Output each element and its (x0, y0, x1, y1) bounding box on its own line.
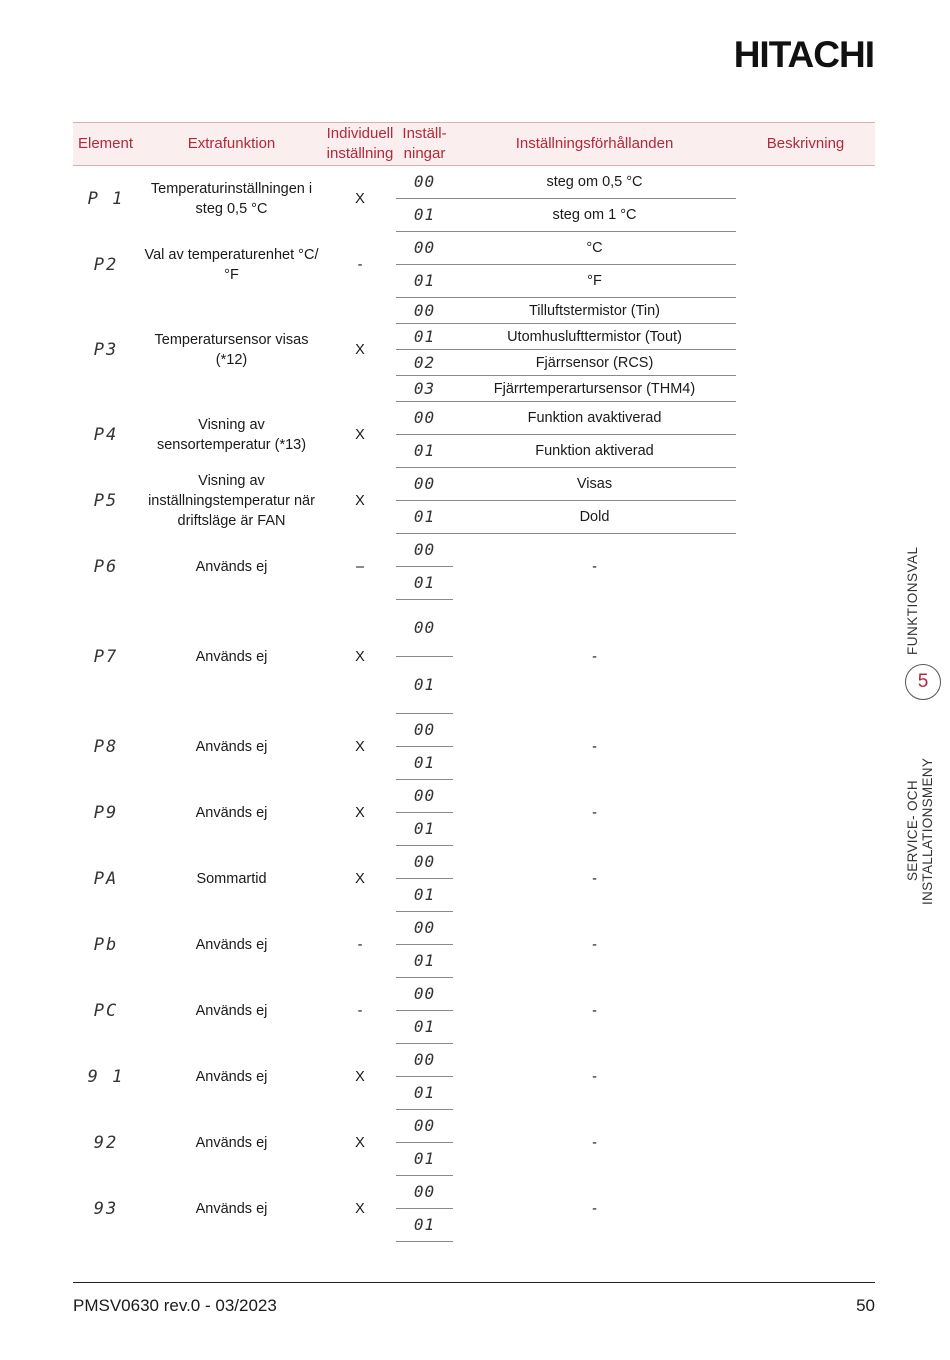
setting-value: 00 (396, 1044, 453, 1077)
setting-value: 00 (396, 978, 453, 1011)
individual-setting: - (357, 256, 363, 273)
setting-condition: - (592, 1200, 597, 1217)
setting-condition: Visas (453, 468, 736, 501)
table-row (73, 600, 875, 657)
table-row (73, 978, 875, 1011)
function-name: Används ej (195, 804, 268, 821)
setting-value: 00 (396, 468, 453, 501)
setting-value: 00 (396, 600, 453, 657)
table-row (73, 232, 875, 265)
individual-setting: X (355, 804, 365, 821)
setting-condition: Funktion aktiverad (453, 435, 736, 468)
individual-setting: X (355, 1134, 365, 1151)
setting-value: 01 (396, 657, 453, 714)
setting-condition: - (592, 1134, 597, 1151)
function-name: Temperaturinställningen i steg 0,5 °C (150, 180, 313, 217)
setting-condition: Tilluftstermistor (Tin) (453, 298, 736, 324)
description-cell (736, 600, 875, 714)
table-header-row (73, 123, 875, 166)
description-cell (736, 846, 875, 912)
description-cell (736, 534, 875, 600)
setting-condition: Dold (453, 501, 736, 534)
element-code: 93 (93, 1198, 119, 1219)
setting-condition: - (592, 558, 597, 575)
table-row (73, 534, 875, 567)
table-row (73, 1176, 875, 1209)
page-number: 50 (856, 1296, 875, 1315)
header-individual: Individuell inställning (324, 123, 396, 166)
setting-condition: Fjärrsensor (RCS) (453, 350, 736, 376)
header-extra: Extrafunktion (139, 123, 324, 166)
setting-value: 00 (396, 714, 453, 747)
header-settings: Inställ-ningar (396, 123, 453, 166)
setting-value: 00 (396, 232, 453, 265)
element-code: P6 (93, 556, 119, 577)
setting-condition: - (592, 648, 597, 665)
description-cell (736, 1176, 875, 1242)
setting-value: 00 (396, 166, 453, 199)
section-title: FUNKTIONSVAL (905, 546, 920, 656)
setting-value: 01 (396, 1011, 453, 1044)
setting-value: 01 (396, 1209, 453, 1242)
document-reference: PMSV0630 rev.0 - 03/2023 (73, 1296, 277, 1315)
setting-value: 00 (396, 846, 453, 879)
individual-setting: X (355, 1068, 365, 1085)
section-side-tab (905, 546, 941, 956)
setting-value: 01 (396, 567, 453, 600)
setting-value: 01 (396, 1077, 453, 1110)
description-cell (736, 298, 875, 402)
header-conditions: Inställningsförhållanden (453, 123, 736, 166)
function-name: Val av temperaturenhet °C/°F (144, 246, 319, 283)
table-row (73, 1044, 875, 1077)
element-code: 9 1 (87, 1066, 125, 1087)
element-code: P3 (93, 339, 119, 360)
element-code: PA (93, 868, 119, 889)
footer-divider (73, 1282, 875, 1283)
setting-value: 00 (396, 534, 453, 567)
header-element: Element (73, 123, 139, 166)
function-name: Visning av sensortemperatur (*13) (156, 416, 307, 453)
function-name: Används ej (195, 1134, 268, 1151)
setting-condition: steg om 1 °C (453, 199, 736, 232)
function-name: Visning av inställningstemperatur när driftsläge är FAN (148, 472, 315, 529)
element-code: PC (93, 1000, 119, 1021)
description-cell (736, 468, 875, 534)
setting-value: 01 (396, 501, 453, 534)
description-cell (736, 166, 875, 232)
description-cell (736, 1044, 875, 1110)
setting-value: 01 (396, 265, 453, 298)
setting-condition: °F (453, 265, 736, 298)
setting-value: 01 (396, 879, 453, 912)
setting-value: 02 (396, 350, 453, 376)
setting-value: 01 (396, 435, 453, 468)
table-row (73, 1110, 875, 1143)
individual-setting: – (355, 558, 365, 575)
setting-value: 00 (396, 298, 453, 324)
hitachi-logo: HITACHI (733, 34, 874, 75)
setting-condition: - (592, 804, 597, 821)
setting-condition: - (592, 936, 597, 953)
setting-condition: Utomhuslufttermistor (Tout) (453, 324, 736, 350)
setting-value: 01 (396, 324, 453, 350)
setting-value: 01 (396, 813, 453, 846)
setting-condition: - (592, 1068, 597, 1085)
setting-condition: steg om 0,5 °C (453, 166, 736, 199)
setting-value: 03 (396, 376, 453, 402)
function-name: Används ej (195, 1002, 268, 1019)
table-row (73, 468, 875, 501)
setting-value: 01 (396, 199, 453, 232)
description-cell (736, 232, 875, 298)
element-code: P5 (93, 490, 119, 511)
setting-condition: - (592, 1002, 597, 1019)
description-cell (736, 780, 875, 846)
chapter-title: SERVICE- OCH INSTALLATIONSMENY (905, 757, 935, 905)
element-code: P8 (93, 736, 119, 757)
setting-value: 00 (396, 780, 453, 813)
element-code: P2 (93, 254, 119, 275)
element-code: P 1 (87, 188, 125, 209)
element-code: 92 (93, 1132, 119, 1153)
individual-setting: X (355, 492, 365, 509)
setting-condition: °C (453, 232, 736, 265)
setting-value: 01 (396, 1143, 453, 1176)
individual-setting: - (357, 936, 363, 953)
table-row (73, 166, 875, 199)
table-row (73, 298, 875, 324)
element-code: P7 (93, 646, 119, 667)
table-row (73, 402, 875, 435)
individual-setting: X (355, 190, 365, 207)
setting-value: 01 (396, 945, 453, 978)
function-name: Temperatursensor visas (*12) (154, 331, 309, 368)
individual-setting: - (357, 1002, 363, 1019)
table-row (73, 714, 875, 747)
table-row (73, 846, 875, 879)
header-description: Beskrivning (736, 123, 875, 166)
function-table (73, 122, 875, 1242)
description-cell (736, 714, 875, 780)
individual-setting: X (355, 870, 365, 887)
individual-setting: X (355, 648, 365, 665)
description-cell (736, 1110, 875, 1176)
element-code: Pb (93, 934, 119, 955)
table-row (73, 912, 875, 945)
element-code: P4 (93, 424, 119, 445)
chapter-number-badge: 5 (905, 664, 941, 700)
setting-value: 00 (396, 402, 453, 435)
setting-condition: - (592, 738, 597, 755)
individual-setting: X (355, 1200, 365, 1217)
individual-setting: X (355, 341, 365, 358)
setting-condition: Funktion avaktiverad (453, 402, 736, 435)
setting-value: 00 (396, 1110, 453, 1143)
setting-value: 01 (396, 747, 453, 780)
description-cell (736, 978, 875, 1044)
setting-value: 00 (396, 1176, 453, 1209)
table-row (73, 780, 875, 813)
function-name: Används ej (195, 648, 268, 665)
setting-condition: - (592, 870, 597, 887)
individual-setting: X (355, 738, 365, 755)
function-name: Används ej (195, 1068, 268, 1085)
function-name: Används ej (195, 936, 268, 953)
individual-setting: X (355, 426, 365, 443)
function-name: Används ej (195, 558, 268, 575)
element-code: P9 (93, 802, 119, 823)
function-name: Sommartid (196, 870, 267, 887)
description-cell (736, 912, 875, 978)
function-name: Används ej (195, 738, 268, 755)
function-name: Används ej (195, 1200, 268, 1217)
description-cell (736, 402, 875, 468)
setting-value: 00 (396, 912, 453, 945)
setting-condition: Fjärrtemperartursensor (THM4) (453, 376, 736, 402)
